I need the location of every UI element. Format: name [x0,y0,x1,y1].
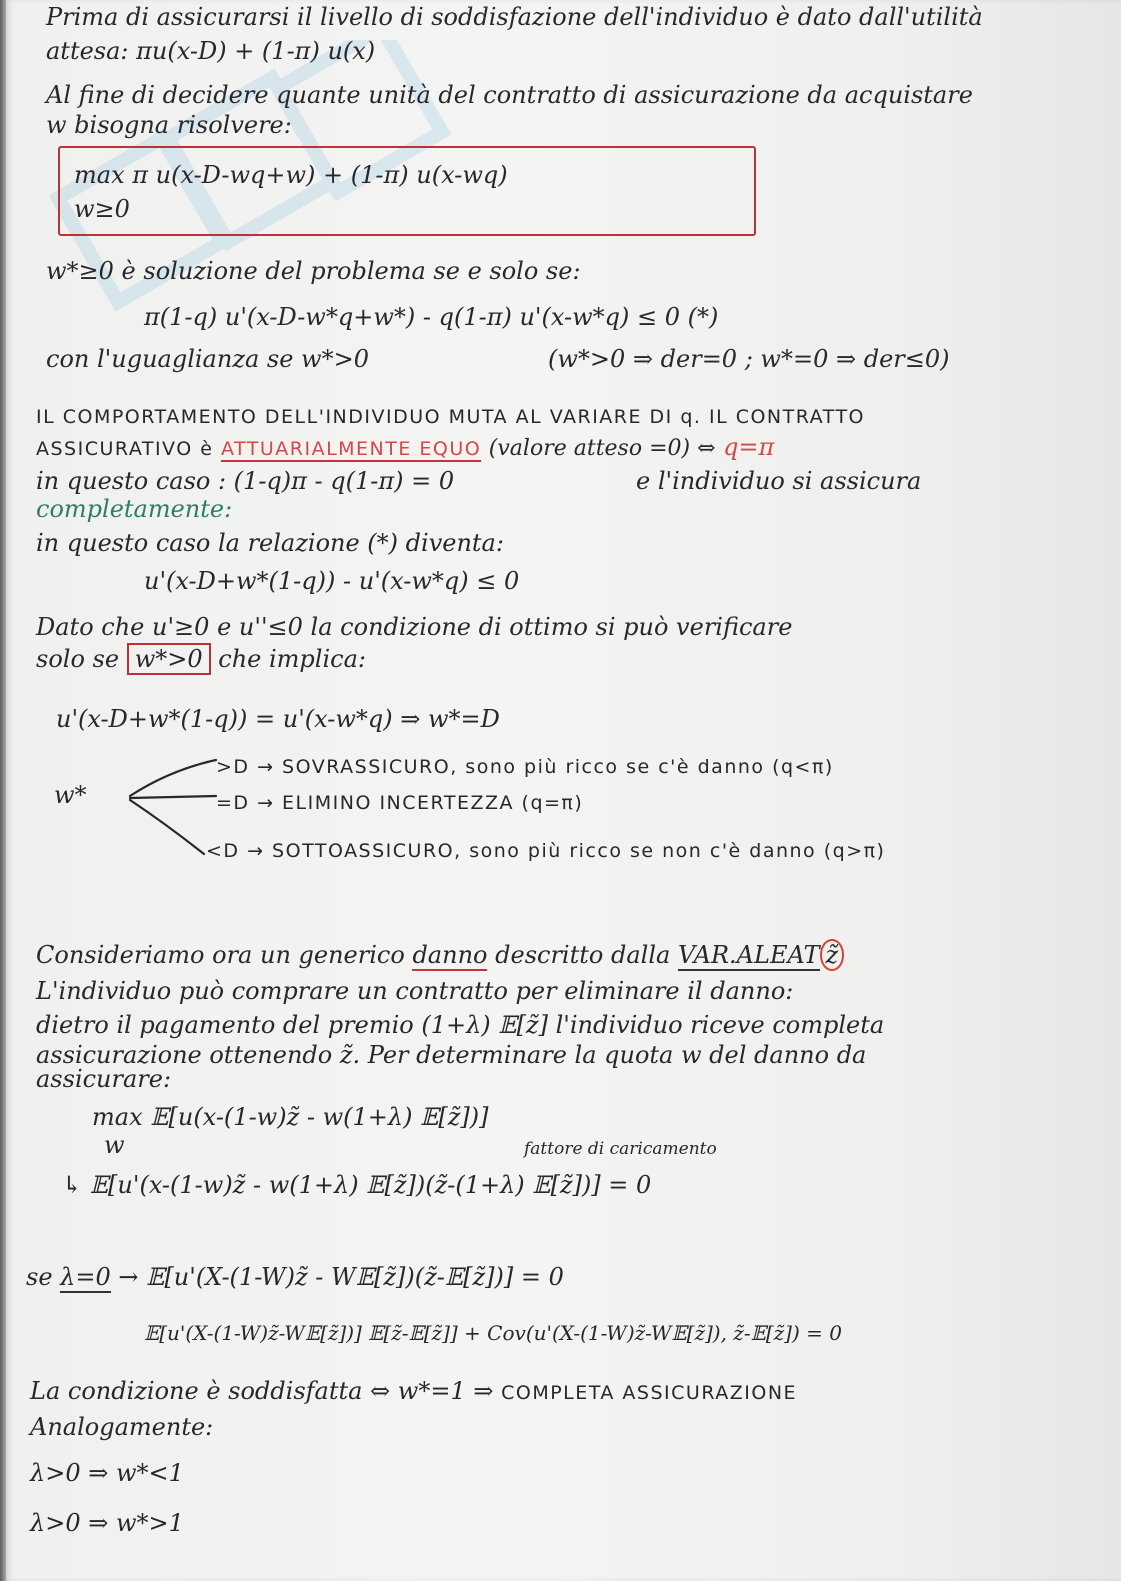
formula-line: max 𝔼[u(x-(1-w)z̃ - w(1+λ) 𝔼[z̃])] [92,1103,489,1131]
tree-root-label: w* [54,781,87,809]
annotation-loading-factor: fattore di caricamento [524,1139,717,1159]
text-fragment: se [26,1263,53,1291]
formula-line: ↳ 𝔼[u'(x-(1-w)z̃ - w(1+λ) 𝔼[z̃])(z̃-(1+λ) 𝔼[z̃])] = 0 [62,1171,652,1199]
underlined-word: danno [412,941,488,969]
note-line [36,940,844,970]
text-fragment: descritto dalla [495,941,671,969]
branch-label: =D → ELIMINO INCERTEZZA (q=π) [216,792,584,814]
note-line: w*≥0 è soluzione del problema se e solo se: [46,257,581,285]
formula-condition: π(1-q) u'(x-D-w*q+w*) - q(1-π) u'(x-w*q) ≤ 0 (*) [144,303,719,331]
text-fragment: che implica: [218,645,366,673]
underlined-word: VAR.ALEAT [677,941,820,969]
formula-line: u'(x-D+w*(1-q)) = u'(x-w*q) ⇒ w*=D [56,705,500,733]
text-fragment: La condizione è soddisfatta ⇔ w*=1 ⇒ [30,1377,494,1405]
note-line: in questo caso la relazione (*) diventa: [36,529,504,557]
note-line [30,1376,797,1408]
note-caps-fragment: COMPLETA ASSICURAZIONE [501,1382,798,1404]
note-line: Prima di assicurarsi il livello di soddisfazione dell'individuo è dato dall'utilità [46,3,983,31]
branch-label: <D → SOTTOASSICURO, sono più ricco se non c'è danno (q>π) [206,840,886,862]
note-line [36,644,366,674]
text-fragment: solo se [36,645,120,673]
branch-label: >D → SOVRASSICURO, sono più ricco se c'è danno (q<π) [216,756,834,778]
note-line: Al fine di decidere quante unità del contratto di assicurazione da acquistare [46,81,973,109]
page-binding-edge [0,0,6,1581]
note-line: assicurare: [36,1065,172,1093]
formula-max: max π u(x-D-wq+w) + (1-π) u(x-wq) [74,161,508,189]
note-line-green: completamente: [36,495,233,523]
note-caps-line: IL COMPORTAMENTO DELL'INDIVIDUO MUTA AL VARIARE DI q. IL CONTRATTO [36,406,866,428]
note-line: w bisogna risolvere: [46,111,292,139]
boxed-condition: w*>0 [127,643,211,675]
underlined-word: λ=0 [60,1263,111,1291]
formula-subscript: w [104,1131,125,1159]
text-fragment: (valore atteso =0) ⇔ [488,436,716,461]
text-fragment: ASSICURATIVO è [36,438,214,460]
note-line: Dato che u'≥0 e u''≤0 la condizione di ottimo si può verificare [36,613,793,641]
note-line: attesa: πu(x-D) + (1-π) u(x) [46,37,376,65]
note-derivative-case: (w*>0 ⇒ der=0 ; w*=0 ⇒ der≤0) [548,345,950,373]
highlight-q-equals-pi: q=π [723,433,775,461]
note-line: Analogamente: [30,1413,214,1441]
note-line: in questo caso : (1-q)π - q(1-π) = 0 [36,467,455,495]
circled-variable: z̃ [820,939,845,971]
note-line: e l'individuo si assicura [636,467,922,495]
formula-line: u'(x-D+w*(1-q)) - u'(x-w*q) ≤ 0 [144,567,520,595]
note-line: assicurazione ottenendo z̃. Per determinare la quota w del danno da [36,1041,867,1069]
formula-constraint: w≥0 [74,195,130,223]
note-caps-line [36,432,774,464]
note-line: con l'uguaglianza se w*>0 [46,345,369,373]
formula-line [26,1262,564,1292]
highlight-actuarially-fair: ATTUARIALMENTE EQUO [220,438,482,460]
formula-line: λ>0 ⇒ w*<1 [30,1459,184,1487]
note-line: dietro il pagamento del premio (1+λ) 𝔼[z̃] l'individuo riceve completa [36,1011,885,1039]
formula-line: 𝔼[u'(X-(1-W)z̃-W𝔼[z̃])] 𝔼[z̃-𝔼[z̃]] + Cov(u'(X-(1-W)z̃-W𝔼[z̃]), z̃-𝔼[z̃]) = 0 [144,1321,842,1345]
note-line: L'individuo può comprare un contratto per eliminare il danno: [36,977,794,1005]
text-fragment: Consideriamo ora un generico [36,941,405,969]
formula-line: λ>0 ⇒ w*>1 [30,1509,184,1537]
text-fragment: → 𝔼[u'(X-(1-W)z̃ - W𝔼[z̃])(z̃-𝔼[z̃])] = 0 [118,1263,564,1291]
